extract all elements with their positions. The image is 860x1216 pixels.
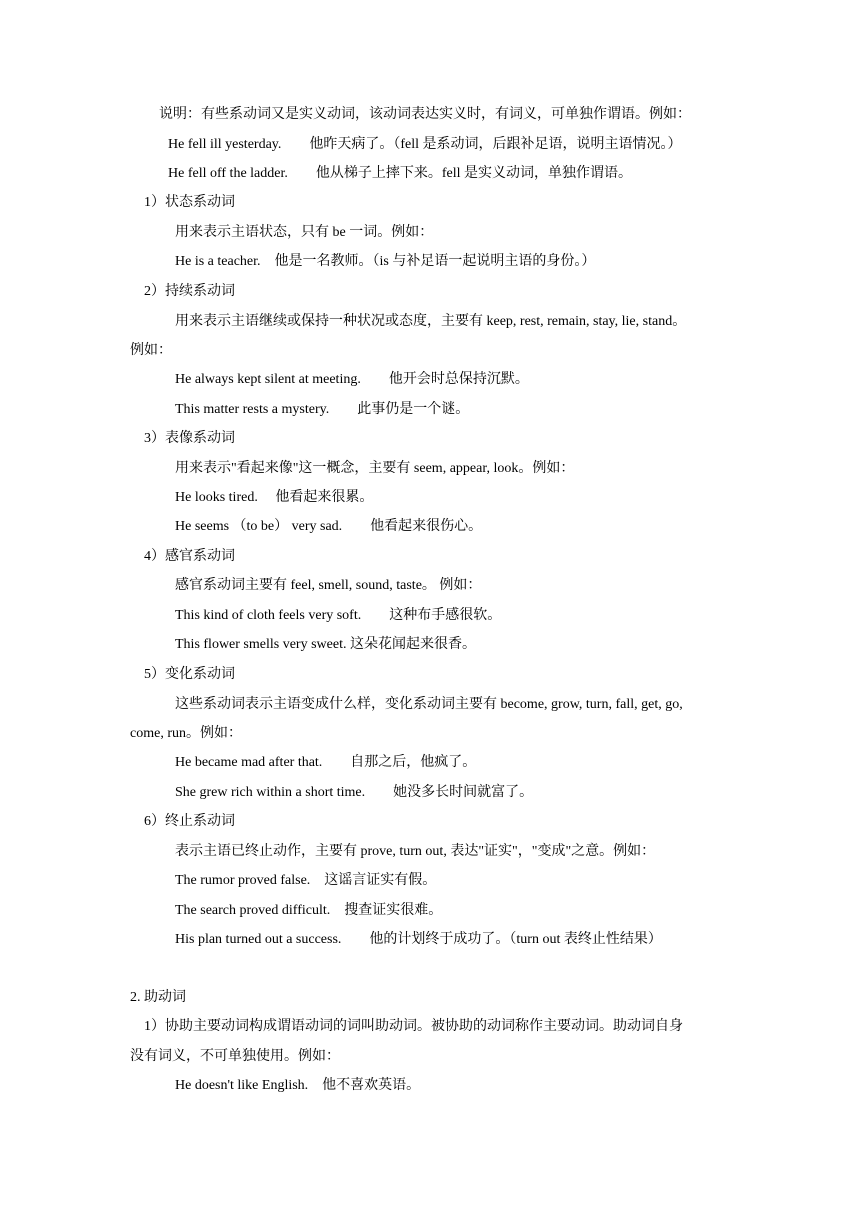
example-sentence: He is a teacher. 他是一名教师。（is 与补足语一起说明主语的身份。） — [175, 254, 596, 269]
example-sentence: This matter rests a mystery. 此事仍是一个谜。 — [175, 402, 470, 417]
example-sentence: This flower smells very sweet. 这朵花闻起来很香。 — [175, 637, 476, 652]
example-sentence: He doesn't like English. 他不喜欢英语。 — [175, 1078, 421, 1093]
section-heading-continuous: 2）持续系动词 — [144, 284, 235, 299]
example-sentence: The search proved difficult. 搜查证实很难。 — [175, 903, 443, 918]
body-paragraph: 用来表示主语状态，只有 be 一词。例如： — [175, 225, 434, 240]
example-sentence: He looks tired. 他看起来很累。 — [175, 490, 374, 505]
section-heading-sense: 4）感官系动词 — [144, 549, 235, 564]
body-paragraph: 用来表示"看起来像"这一概念，主要有 seem, appear, look。例如： — [175, 461, 575, 476]
section-heading-change: 5）变化系动词 — [144, 667, 235, 682]
section-heading-auxiliary: 2. 助动词 — [130, 990, 186, 1005]
body-paragraph-continuation: 例如： — [130, 343, 172, 358]
example-sentence: He seems （to be） very sad. 他看起来很伤心。 — [175, 519, 483, 534]
section-heading-termination: 6）终止系动词 — [144, 814, 235, 829]
body-paragraph: 这些系动词表示主语变成什么样，变化系动词主要有 become, grow, turn, fall, get, go, — [175, 697, 683, 712]
body-paragraph: 1）协助主要动词构成谓语动词的词叫助动词。被协助的动词称作主要动词。助动词自身 — [144, 1019, 683, 1034]
note-paragraph: 说明：有些系动词又是实义动词，该动词表达实义时，有词义，可单独作谓语。例如： — [159, 107, 691, 122]
example-sentence: The rumor proved false. 这谣言证实有假。 — [175, 873, 437, 888]
example-sentence: His plan turned out a success. 他的计划终于成功了。（turn out 表终止性结果） — [175, 932, 662, 947]
example-sentence: He always kept silent at meeting. 他开会时总保持沉默。 — [175, 372, 529, 387]
example-sentence: This kind of cloth feels very soft. 这种布手感很软。 — [175, 608, 502, 623]
body-paragraph: 用来表示主语继续或保持一种状况或态度，主要有 keep, rest, remain, stay, lie, stand。 — [175, 314, 687, 329]
section-heading-appearance: 3）表像系动词 — [144, 431, 235, 446]
example-sentence: He became mad after that. 自那之后，他疯了。 — [175, 755, 477, 770]
body-paragraph: 感官系动词主要有 feel, smell, sound, taste。 例如： — [175, 578, 482, 593]
body-paragraph-continuation: 没有词义，不可单独使用。例如： — [130, 1049, 340, 1064]
example-sentence: He fell ill yesterday. 他昨天病了。（fell 是系动词，后跟补足语，说明主语情况。） — [168, 137, 682, 152]
body-paragraph: 表示主语已终止动作，主要有 prove, turn out, 表达"证实"，"变成"之意。例如： — [175, 844, 656, 859]
section-heading-state: 1）状态系动词 — [144, 195, 235, 210]
body-paragraph-continuation: come, run。例如： — [130, 726, 242, 741]
example-sentence: He fell off the ladder. 他从梯子上摔下来。fell 是实义动词，单独作谓语。 — [168, 166, 633, 181]
example-sentence: She grew rich within a short time. 她没多长时间就富了。 — [175, 785, 534, 800]
